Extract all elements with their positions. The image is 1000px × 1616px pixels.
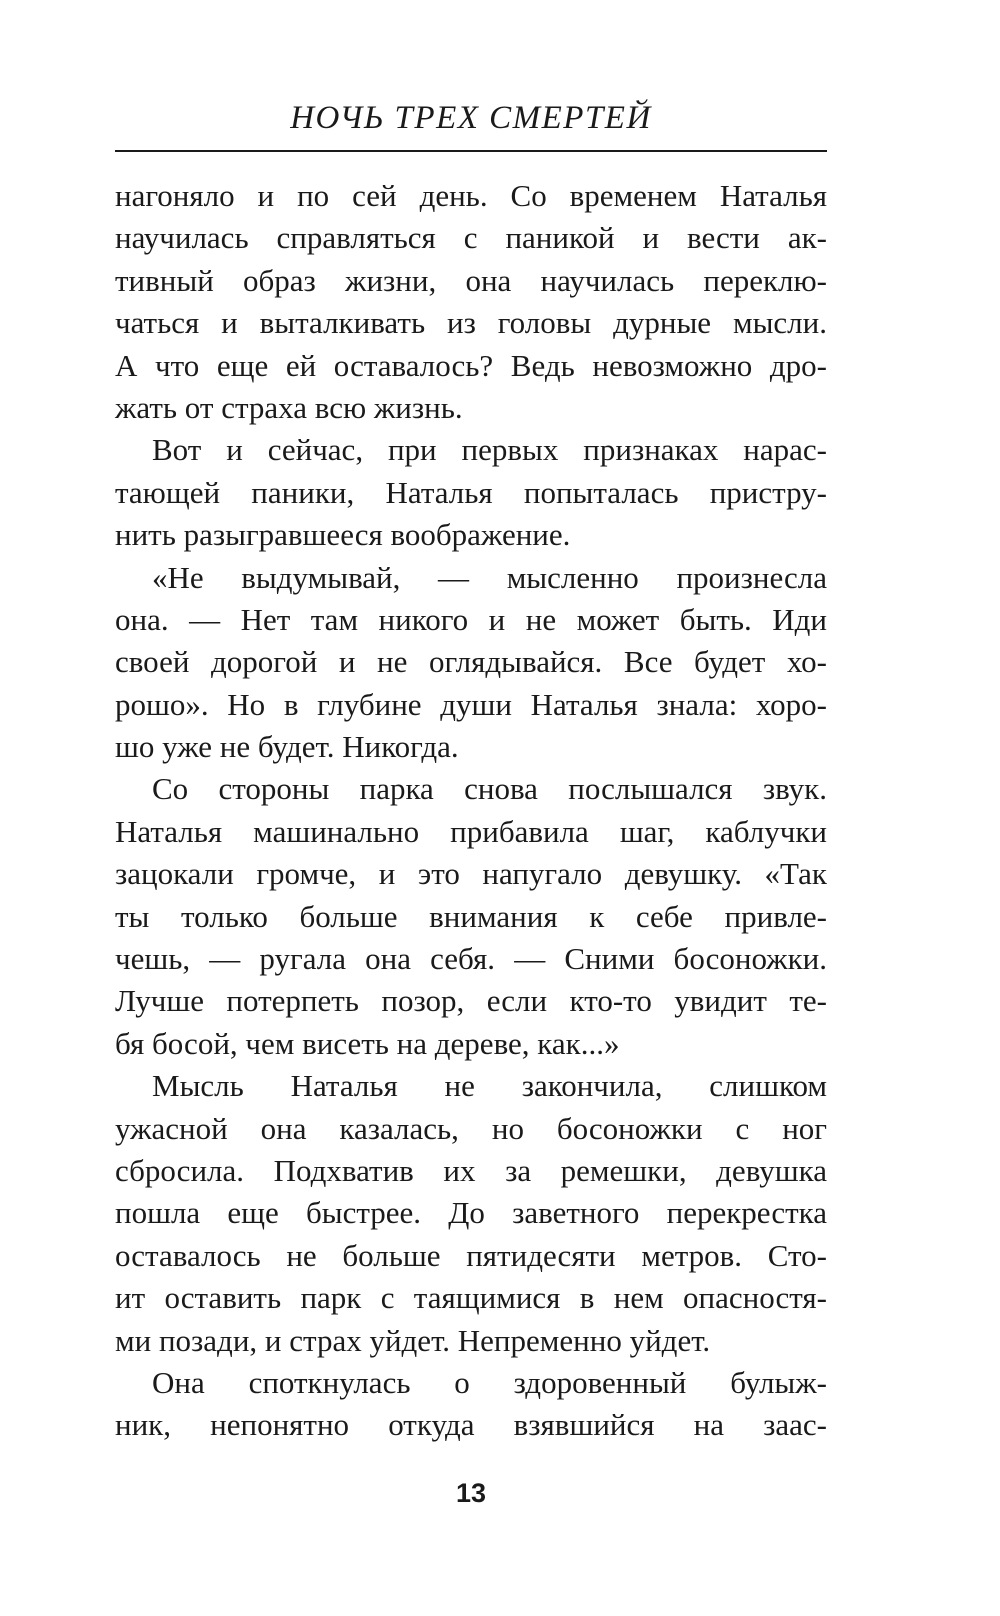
text-line: тающей паники, Наталья попыталась пристру- xyxy=(115,474,827,510)
text-line: она. — Нет там никого и не может быть. Иди xyxy=(115,601,827,637)
paragraph-first-line: Мысль Наталья не закончила, слишком xyxy=(152,1068,827,1104)
text-line: ит оставить парк с таящимися в нем опасностя- xyxy=(115,1280,827,1316)
paragraph-first-line: «Не выдумывай, — мысленно произнесла xyxy=(152,559,827,595)
running-title: НОЧЬ ТРЕХ СМЕРТЕЙ xyxy=(290,100,652,136)
text-line: пошла еще быстрее. До заветного перекрестка xyxy=(115,1195,827,1231)
text-line: Наталья машинально прибавила шаг, каблучки xyxy=(115,813,827,849)
text-line: Лучше потерпеть позор, если кто-то увидит те- xyxy=(115,983,827,1019)
text-line: жать от страха всю жизнь. xyxy=(115,389,463,425)
text-line: своей дорогой и не оглядывайся. Все будет хо- xyxy=(115,644,827,680)
paragraph-first-line: Со стороны парка снова послышался звук. xyxy=(152,771,827,807)
text-line: ужасной она казалась, но босоножки с ног xyxy=(115,1110,827,1146)
body-text xyxy=(115,175,827,1447)
text-line: бя босой, чем висеть на дереве, как...» xyxy=(115,1025,620,1061)
header-rule xyxy=(115,150,827,152)
text-line: нагоняло и по сей день. Со временем Наталья xyxy=(115,178,827,213)
text-line: тивный образ жизни, она научилась переклю- xyxy=(115,262,827,298)
text-line: чешь, — ругала она себя. — Сними босоножки. xyxy=(115,941,827,977)
text-line: рошо». Но в глубине души Наталья знала: хоро- xyxy=(115,686,827,722)
text-line: А что еще ей оставалось? Ведь невозможно дро- xyxy=(115,347,827,383)
paragraph-first-line: Вот и сейчас, при первых признаках нарас- xyxy=(152,432,827,468)
text-line: оставалось не больше пятидесяти метров. Сто- xyxy=(115,1237,827,1273)
paragraph-first-line: Она споткнулась о здоровенный булыж- xyxy=(152,1364,827,1400)
text-line: зацокали громче, и это напугало девушку. «Так xyxy=(115,856,827,892)
text-line: шо уже не будет. Никогда. xyxy=(115,729,459,765)
text-line: ты только больше внимания к себе привле- xyxy=(115,898,827,934)
text-line: ми позади, и страх уйдет. Непременно уйдет. xyxy=(115,1322,711,1358)
text-line: научилась справляться с паникой и вести ак- xyxy=(115,220,827,256)
text-line: нить разыгравшееся воображение. xyxy=(115,517,571,553)
text-line: сбросила. Подхватив их за ремешки, девушка xyxy=(115,1152,827,1188)
text-line: ник, непонятно откуда взявшийся на заас- xyxy=(115,1407,827,1443)
page-number: 13 xyxy=(455,1478,487,1508)
text-line: чаться и выталкивать из головы дурные мысли. xyxy=(115,305,827,341)
